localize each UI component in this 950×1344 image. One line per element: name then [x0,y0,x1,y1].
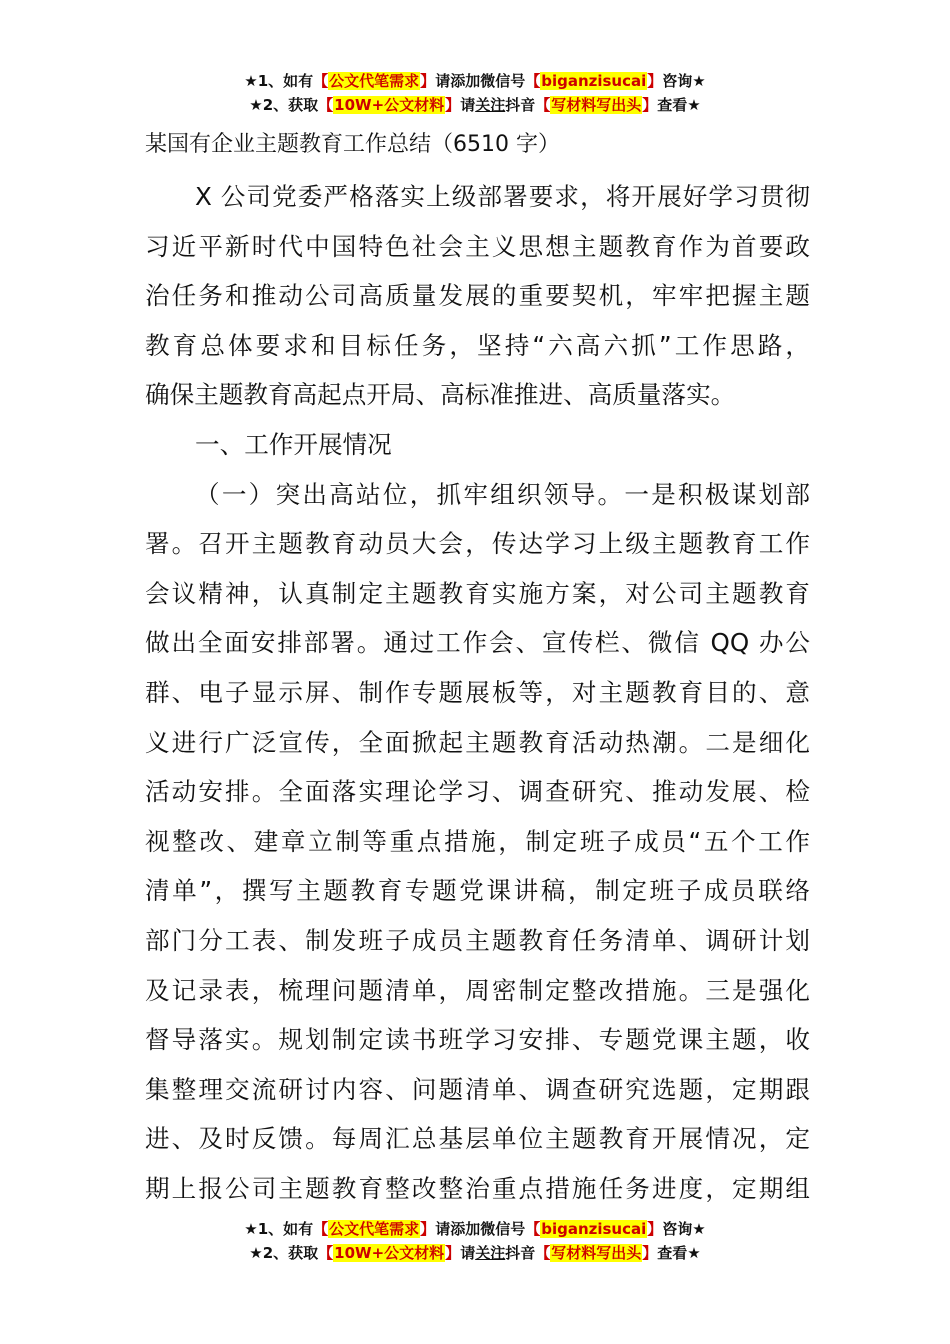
promo-highlight: 10W+公文材料 [334,96,445,114]
body-line: 做出全面安排部署。通过工作会、宣传栏、微信 QQ 办公 [145,628,810,658]
body-line: X 公司党委严格落实上级部署要求，将开展好学习贯彻 [195,182,810,211]
document-title: 某国有企业主题教育工作总结（6510 字） [145,132,560,157]
promo-line-1: ★1、如有【公文代笔需求】请添加微信号【biganzisucai】咨询★ [244,72,706,90]
body-line: 习近平新时代中国特色社会主义思想主题教育作为首要政 [145,231,810,261]
body-line: 治任务和推动公司高质量发展的重要契机，牢牢把握主题 [145,281,810,311]
body-line: 教育总体要求和目标任务，坚持“六高六抓”工作思路， [145,330,810,360]
promo-highlight: 写材料写出头 [551,1244,642,1262]
promo-highlight: 10W+公文材料 [334,1244,445,1262]
promo-line-1: ★1、如有【公文代笔需求】请添加微信号【biganzisucai】咨询★ [244,1220,706,1238]
body-line: 部门分工表、制发班子成员主题教育任务清单、调研计划 [145,925,810,955]
body-line: 活动安排。全面落实理论学习、调查研究、推动发展、检 [145,777,810,807]
body-line: 义进行广泛宣传，全面掀起主题教育活动热潮。二是细化 [145,727,810,757]
promo-highlight: 公文代笔需求 [329,1220,420,1238]
body-line: 视整改、建章立制等重点措施，制定班子成员“五个工作 [145,826,810,856]
body-line: 署。召开主题教育动员大会，传达学习上级主题教育工作 [145,529,810,559]
promo-line-2: ★2、获取【10W+公文材料】请关注抖音【写材料写出头】查看★ [249,96,701,114]
promo-banner-top [0,70,950,118]
body-line: 确保主题教育高起点开局、高标准推进、高质量落实。 [145,380,736,410]
body-line: 督导落实。规划制定读书班学习安排、专题党课主题，收 [145,1025,810,1055]
promo-highlight: 公文代笔需求 [329,72,420,90]
promo-line-2: ★2、获取【10W+公文材料】请关注抖音【写材料写出头】查看★ [249,1244,701,1262]
body-line: 进、及时反馈。每周汇总基层单位主题教育开展情况，定 [145,1124,810,1154]
body-line: 及记录表，梳理问题清单，周密制定整改措施。三是强化 [145,975,810,1005]
body-line: 期上报公司主题教育整改整治重点措施任务进度，定期组 [145,1173,810,1203]
body-line: 群、电子显示屏、制作专题展板等，对主题教育目的、意 [145,677,810,707]
body-line: 清单”，撰写主题教育专题党课讲稿，制定班子成员联络 [145,876,810,906]
body-line: 会议精神，认真制定主题教育实施方案，对公司主题教育 [145,578,810,608]
section-heading: 一、工作开展情况 [195,429,392,459]
body-line: 集整理交流研讨内容、问题清单、调查研究选题，定期跟 [145,1074,810,1104]
promo-text: ★1、如有 [244,72,314,90]
promo-highlight: 写材料写出头 [551,96,642,114]
promo-wechat-id: biganzisucai [541,1220,647,1238]
promo-banner-bottom [0,1218,950,1266]
promo-wechat-id: biganzisucai [541,72,647,90]
body-line: （一）突出高站位，抓牢组织领导。一是积极谋划部 [195,479,810,509]
document-body [145,172,810,1213]
